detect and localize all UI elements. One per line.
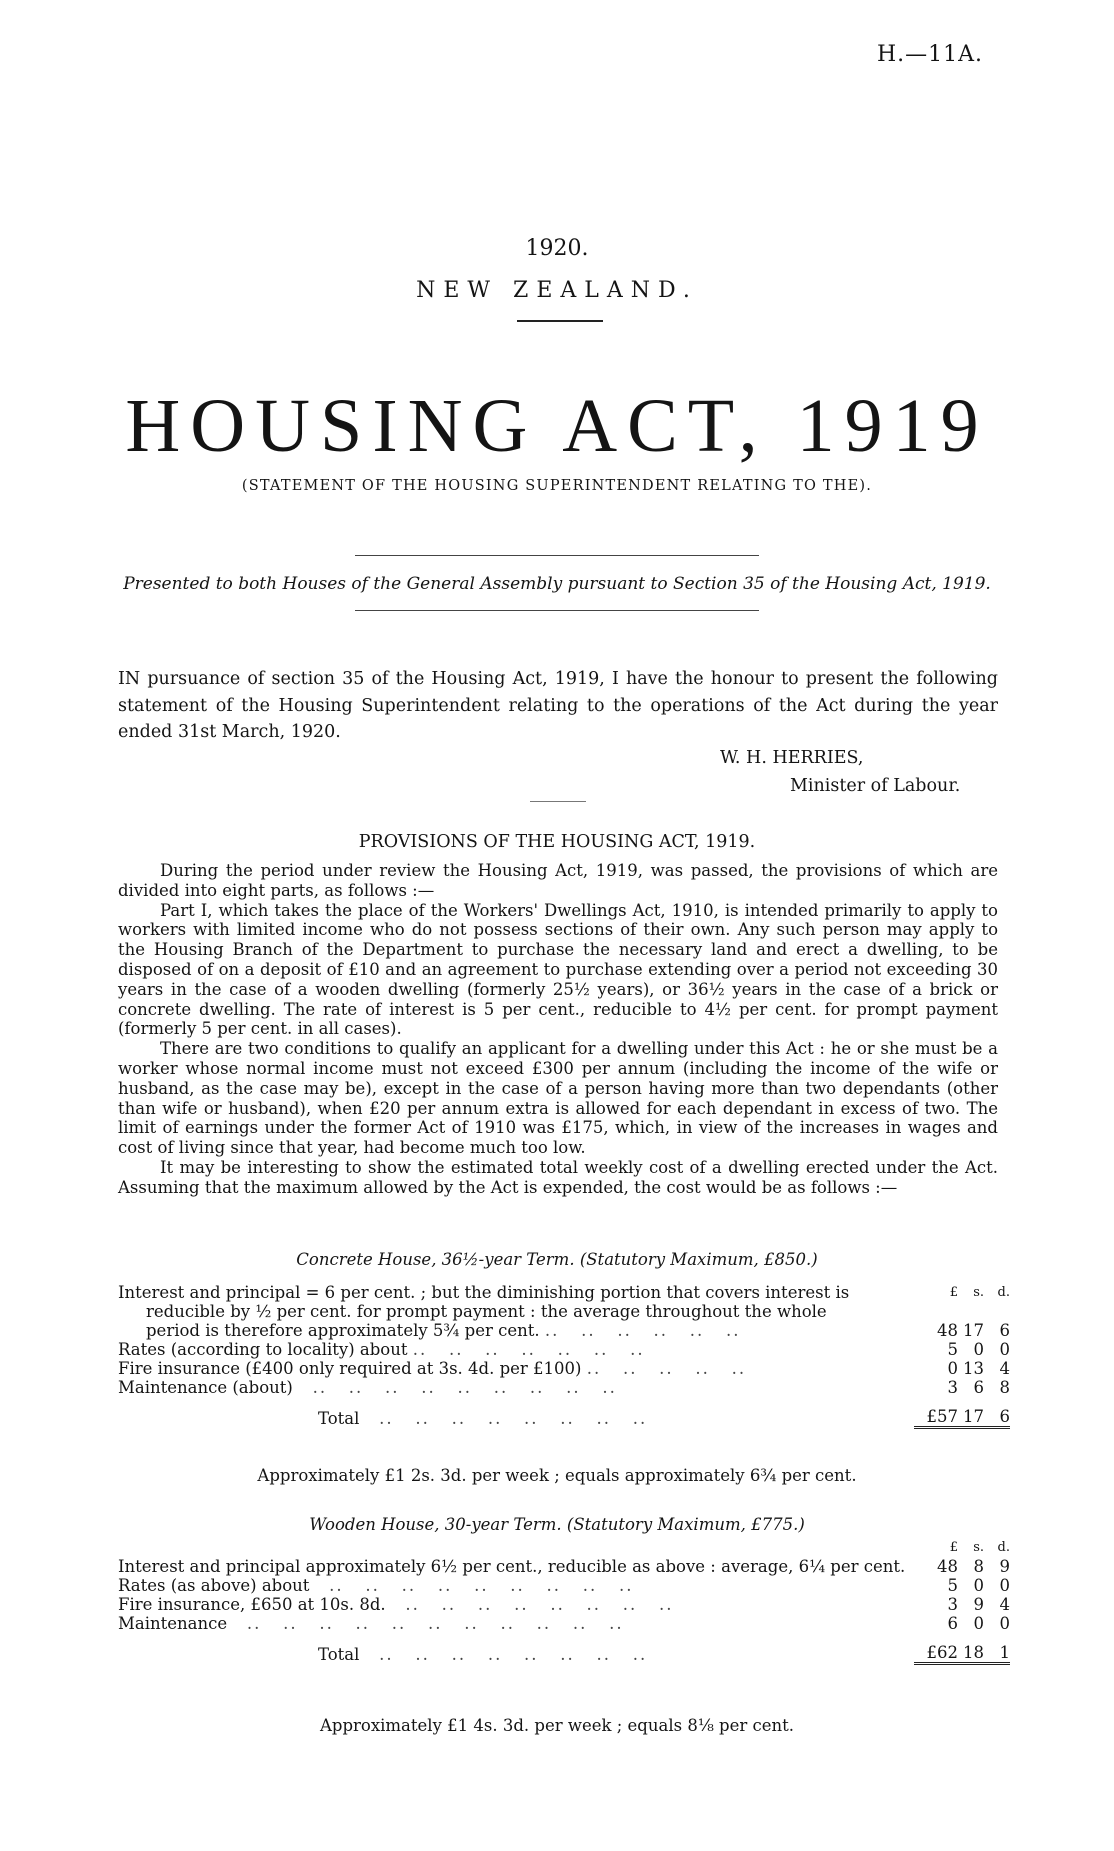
pence-value: 0: [999, 1576, 1010, 1595]
shillings-value: 0: [973, 1576, 984, 1595]
concrete-table-title: Concrete House, 36½-year Term. (Statutory Maximum, £850.): [296, 1250, 818, 1269]
table-row: [118, 1557, 1010, 1576]
row-label: Fire insurance, £650 at 10s. 8d. .. .. .. .. .. .. .. ..: [118, 1595, 674, 1614]
short-rule: [517, 320, 603, 322]
document-subtitle: (STATEMENT OF THE HOUSING SUPERINTENDENT RELATING TO THE).: [241, 478, 873, 494]
signatory-name: W. H. HERRIES,: [720, 748, 864, 768]
pounds-value: 5: [947, 1576, 958, 1595]
column-header-pence: d.: [997, 1540, 1010, 1555]
pence-value: 4: [999, 1359, 1010, 1378]
total-pounds: £62: [914, 1633, 958, 1664]
table-row: [118, 1595, 1010, 1614]
column-header-pounds: £: [949, 1540, 958, 1555]
total-pence: 1: [984, 1633, 1010, 1664]
table-header-row: [118, 1538, 1010, 1557]
signatory-title: Minister of Labour.: [790, 776, 961, 796]
pence-value: 4: [999, 1595, 1010, 1614]
pounds-value: 3: [947, 1378, 958, 1397]
provisions-paragraph: It may be interesting to show the estimated total weekly cost of a dwelling erected under the Act. Assuming that the maximum allowed by the Act is expended, the cost would be as follows :—: [118, 1157, 998, 1197]
pence-value: 6: [999, 1321, 1010, 1340]
concrete-cost-table: [118, 1281, 1010, 1429]
row-label: Rates (as above) about .. .. .. .. .. .. .. .. ..: [118, 1576, 634, 1595]
pounds-value: 6: [947, 1614, 958, 1633]
shillings-value: 0: [973, 1614, 984, 1633]
intro-paragraph: IN pursuance of section 35 of the Housing Act, 1919, I have the honour to present the following statement of the Housing Superintendent relating to the operations of the Act during the year ended 31st March, 1920.: [118, 669, 998, 742]
column-header-pence: d.: [997, 1285, 1010, 1300]
provisions-heading: PROVISIONS OF THE HOUSING ACT, 1919.: [358, 832, 756, 852]
presented-note: Presented to both Houses of the General Assembly pursuant to Section 35 of the Housing Act, 1919.: [123, 574, 991, 594]
wooden-table-title: Wooden House, 30-year Term. (Statutory Maximum, £775.): [309, 1515, 805, 1534]
provisions-paragraph: There are two conditions to qualify an applicant for a dwelling under this Act : he or she must be a worker whose normal income must not exceed £300 per annum (including the income of the wife or husband, as the case may be), except in the case of a person having more than two dependants (other than wife or husband), when £20 per annum extra is allowed for each dependant in excess of two. The limit of earnings under the former Act of 1910 was £175, which, in view of the increases in wages and cost of living since that year, had become much too low.: [118, 1039, 998, 1158]
pence-value: 0: [999, 1614, 1010, 1633]
table-row: [118, 1359, 1010, 1378]
total-shillings: 17: [958, 1397, 984, 1428]
row-label: Rates (according to locality) about .. .. .. .. .. .. ..: [118, 1340, 645, 1359]
short-rule-divider: [530, 801, 586, 802]
row-label: Interest and principal approximately 6½ per cent., reducible as above : average, 6¼ per cent.: [118, 1557, 906, 1576]
row-label: Interest and principal = 6 per cent. ; but the diminishing portion that covers interest is: [118, 1283, 850, 1302]
total-pounds: £57: [914, 1397, 958, 1428]
row-label: Fire insurance (£400 only required at 3s. 4d. per £100) .. .. .. .. ..: [118, 1359, 747, 1378]
shillings-value: 17: [963, 1321, 984, 1340]
total-label: Total .. .. .. .. .. .. .. ..: [318, 1408, 648, 1428]
table-row: [118, 1576, 1010, 1595]
pence-value: 8: [999, 1378, 1010, 1397]
pounds-value: 5: [947, 1340, 958, 1359]
column-header-shillings: s.: [973, 1540, 984, 1555]
shillings-value: 6: [973, 1378, 984, 1397]
column-header-shillings: s.: [973, 1285, 984, 1300]
row-label: Maintenance (about) .. .. .. .. .. .. .. .. ..: [118, 1378, 617, 1397]
shillings-value: 0: [973, 1340, 984, 1359]
row-label: Maintenance .. .. .. .. .. .. .. .. .. .. ..: [118, 1614, 624, 1633]
provisions-paragraph: During the period under review the Housing Act, 1919, was passed, the provisions of which are divided into eight parts, as follows :—: [118, 861, 998, 900]
pence-value: 9: [999, 1557, 1010, 1576]
table-row: [118, 1614, 1010, 1633]
wooden-cost-table: [118, 1538, 1010, 1665]
shillings-value: 13: [963, 1359, 984, 1378]
concrete-weekly-approximation: Approximately £1 2s. 3d. per week ; equals approximately 6¾ per cent.: [257, 1466, 857, 1485]
column-header-pounds: £: [949, 1285, 958, 1300]
pence-value: 0: [999, 1340, 1010, 1359]
row-label: reducible by ½ per cent. for prompt payment : the average throughout the whole: [146, 1302, 827, 1321]
table-row: [118, 1321, 1010, 1340]
total-label: Total .. .. .. .. .. .. .. ..: [318, 1644, 648, 1664]
total-row: [118, 1633, 1010, 1664]
provisions-body: [118, 861, 998, 1198]
shillings-value: 9: [973, 1595, 984, 1614]
table-row: [118, 1302, 1010, 1321]
pounds-value: 48: [937, 1321, 958, 1340]
document-reference: H.—11A.: [876, 42, 983, 67]
document-title: HOUSING ACT, 1919: [125, 384, 989, 468]
rule-below-presented: [355, 610, 759, 611]
total-shillings: 18: [958, 1633, 984, 1664]
shillings-value: 8: [973, 1557, 984, 1576]
total-pence: 6: [984, 1397, 1010, 1428]
provisions-paragraph: Part I, which takes the place of the Workers' Dwellings Act, 1910, is intended primarily to apply to workers with limited income who do not possess sections of their own. Any such person may apply to the Housing Branch of the Department to purchase the necessary land and erect a dwelling, to be disposed of on a deposit of £10 and an agreement to purchase extending over a period not exceeding 30 years in the case of a wooden dwelling (formerly 25½ years), or 36½ years in the case of a brick or concrete dwelling. The rate of interest is 5 per cent., reducible to 4½ per cent. for prompt payment (formerly 5 per cent. in all cases).: [118, 900, 998, 1039]
pounds-value: 48: [937, 1557, 958, 1576]
pounds-value: 0: [947, 1359, 958, 1378]
table-row: [118, 1378, 1010, 1397]
country-heading: NEW ZEALAND.: [416, 278, 698, 303]
rule-above-presented: [355, 555, 759, 556]
document-year: 1920.: [525, 236, 589, 261]
wooden-weekly-approximation: Approximately £1 4s. 3d. per week ; equals 8⅛ per cent.: [319, 1716, 795, 1735]
pounds-value: 3: [947, 1595, 958, 1614]
table-row: [118, 1281, 1010, 1302]
total-row: [118, 1397, 1010, 1428]
row-label: period is therefore approximately 5¾ per cent. .. .. .. .. .. ..: [146, 1321, 741, 1340]
table-row: [118, 1340, 1010, 1359]
